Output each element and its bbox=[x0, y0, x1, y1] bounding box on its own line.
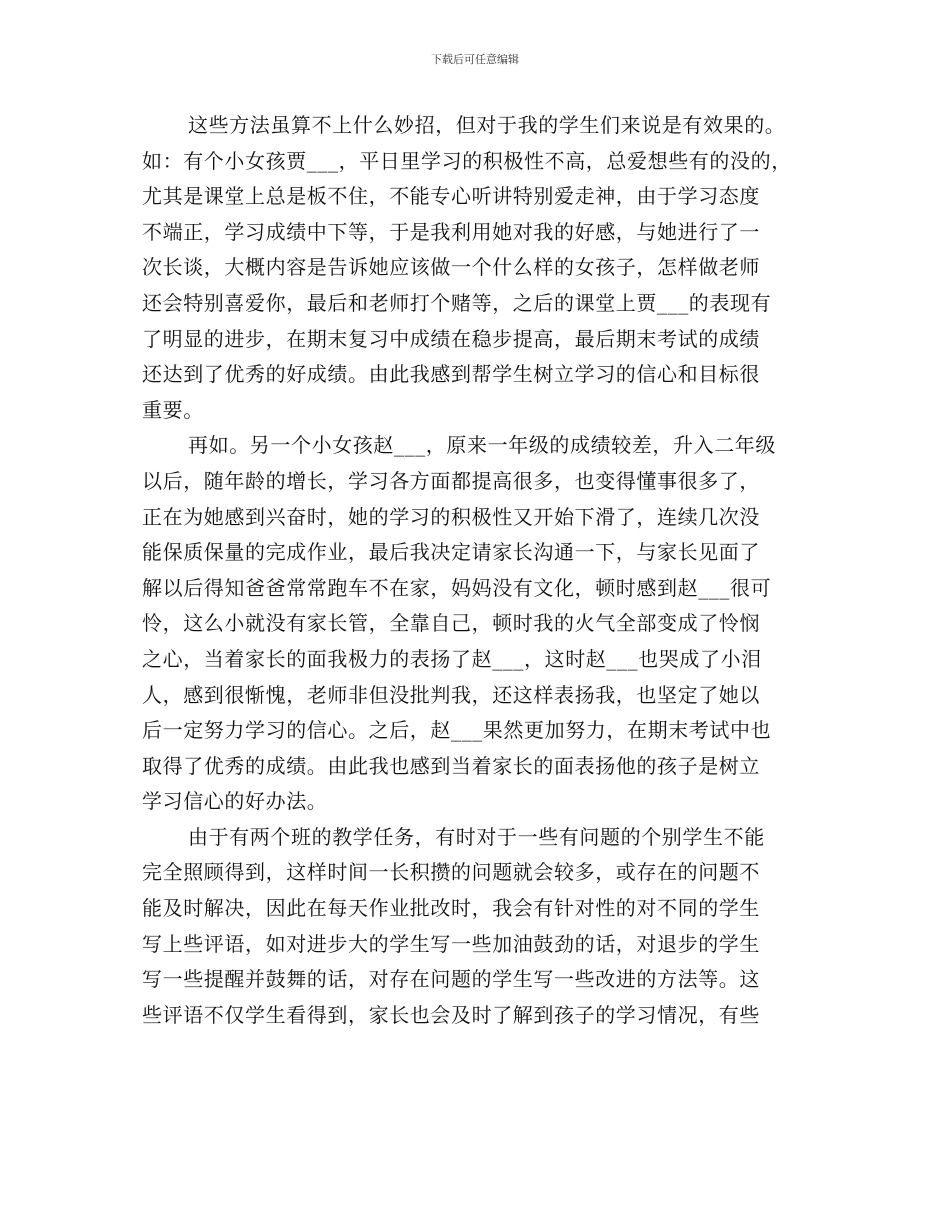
text-line: 尤其是课堂上总是板不住，不能专心听讲特别爱走神，由于学习态度 bbox=[142, 184, 760, 209]
text-line: 之心，当着家长的面我极力的表扬了赵___，这时赵___也哭成了小泪 bbox=[142, 646, 762, 671]
text-line: 学习信心的好办法。 bbox=[142, 789, 328, 814]
page-header-note: 下载后可任意编辑 bbox=[431, 53, 519, 66]
text-line: 次长谈，大概内容是告诉她应该做一个什么样的女孩子，怎样做老师 bbox=[142, 255, 760, 280]
text-line: 能及时解决，因此在每天作业批改时，我会有针对性的对不同的学生 bbox=[142, 896, 760, 921]
text-line: 后一定努力学习的信心。之后，赵___果然更加努力，在期末考试中也 bbox=[142, 718, 772, 743]
text-line: 完全照顾得到，这样时间一长积攒的问题就会较多，或存在的问题不 bbox=[142, 860, 760, 885]
text-line: 这些方法虽算不上什么妙招，但对于我的学生们来说是有效果的。 bbox=[188, 113, 786, 137]
text-line: 再如。另一个小女孩赵___，原来一年级的成绩较差，升入二年级 bbox=[188, 433, 776, 458]
text-line: 不端正，学习成绩中下等，于是我利用她对我的好感，与她进行了一 bbox=[142, 219, 760, 244]
paragraph-1 bbox=[142, 108, 812, 428]
text-line: 写一些提醒并鼓舞的话，对存在问题的学生写一些改进的方法等。这 bbox=[142, 967, 760, 992]
text-line: 写上些评语，如对进步大的学生写一些加油鼓劲的话，对退步的学生 bbox=[142, 931, 760, 956]
text-line: 取得了优秀的成绩。由此我也感到当着家长的面表扬他的孩子是树立 bbox=[142, 753, 760, 778]
text-line: 还达到了优秀的好成绩。由此我感到帮学生树立学习的信心和目标很 bbox=[142, 362, 760, 387]
text-line: 怜，这么小就没有家长管，全靠自己，顿时我的火气全部变成了怜悯 bbox=[142, 611, 760, 636]
text-line: 解以后得知爸爸常常跑车不在家，妈妈没有文化，顿时感到赵___很可 bbox=[142, 575, 772, 600]
document-body bbox=[142, 108, 812, 1033]
text-line: 以后，随年龄的增长，学习各方面都提高很多，也变得懂事很多了， bbox=[142, 468, 760, 493]
text-line: 还会特别喜爱你，最后和老师打个赌等，之后的课堂上贾___的表现有 bbox=[142, 290, 772, 315]
text-line: 些评语不仅学生看得到，家长也会及时了解到孩子的学习情况，有些 bbox=[142, 1002, 760, 1027]
paragraph-2 bbox=[142, 428, 812, 820]
text-line: 由于有两个班的教学任务，有时对于一些有问题的个别学生不能 bbox=[188, 824, 765, 849]
text-line: 正在为她感到兴奋时，她的学习的积极性又开始下滑了，连续几次没 bbox=[142, 504, 760, 529]
text-line: 人，感到很惭愧，老师非但没批判我，还这样表扬我，也坚定了她以 bbox=[142, 682, 760, 707]
paragraph-3 bbox=[142, 820, 812, 1034]
text-line: 了明显的进步，在期末复习中成绩在稳步提高，最后期末考试的成绩 bbox=[142, 326, 760, 351]
text-line: 如：有个小女孩贾___，平日里学习的积极性不高，总爱想些有的没的， bbox=[142, 148, 792, 173]
text-line: 重要。 bbox=[142, 397, 204, 422]
text-line: 能保质保量的完成作业，最后我决定请家长沟通一下，与家长见面了 bbox=[142, 540, 760, 565]
